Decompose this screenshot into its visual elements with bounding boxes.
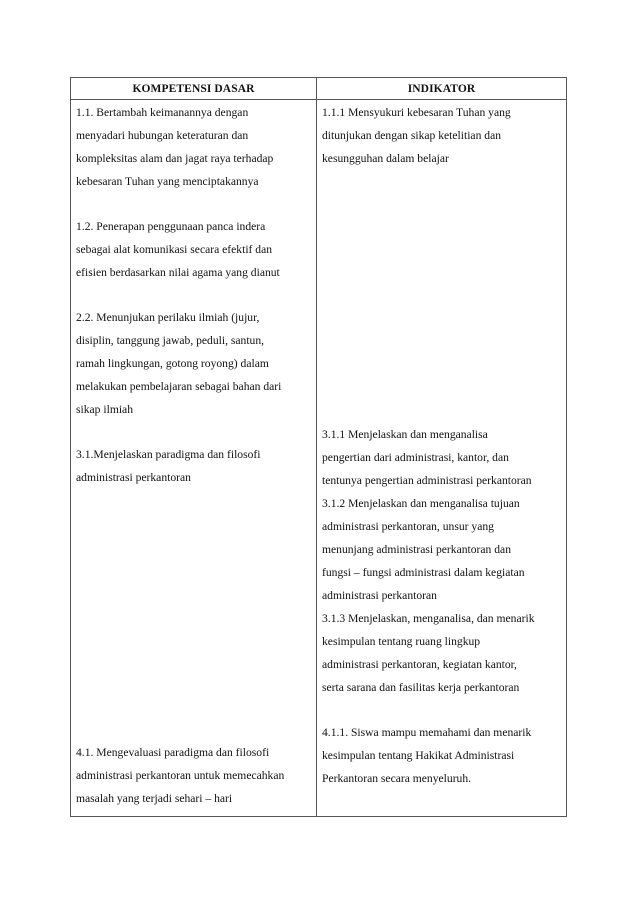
text-line: 3.1.Menjelaskan paradigma dan filosofi	[76, 448, 261, 461]
text-line: administrasi perkantoran, unsur yang	[322, 520, 494, 533]
kd-2-2	[76, 306, 312, 421]
text-line: kesimpulan tentang Hakikat Administrasi	[322, 749, 515, 762]
text-line: ditunjukan dengan sikap ketelitian dan	[322, 129, 502, 142]
text-line: kesimpulan tentang ruang lingkup	[322, 635, 481, 648]
text-line: melakukan pembelajaran sebagai bahan dari	[76, 380, 282, 393]
ind-3-1	[322, 423, 562, 699]
text-line: 3.1.3 Menjelaskan, menganalisa, dan menarik	[322, 612, 535, 625]
text-line: efisien berdasarkan nilai agama yang dianut	[76, 266, 280, 279]
text-line: menyadari hubungan keteraturan dan	[76, 129, 249, 142]
header-kompetensi-dasar: KOMPETENSI DASAR	[71, 78, 317, 100]
text-line: menunjang administrasi perkantoran dan	[322, 543, 511, 556]
kompetensi-cell	[71, 100, 317, 817]
text-line: Perkantoran secara menyeluruh.	[322, 772, 472, 785]
text-line: 1.1. Bertambah keimanannya dengan	[76, 106, 249, 119]
text-line: fungsi – fungsi administrasi dalam kegiatan	[322, 566, 525, 579]
text-line: masalah yang terjadi sehari – hari	[76, 792, 233, 805]
text-line: 1.2. Penerapan penggunaan panca indera	[76, 220, 266, 233]
indikator-cell	[317, 100, 567, 817]
text-line: kompleksitas alam dan jagat raya terhadap	[76, 152, 274, 165]
text-line: 2.2. Menunjukan perilaku ilmiah (jujur,	[76, 311, 260, 324]
text-line: 4.1. Mengevaluasi paradigma dan filosofi	[76, 746, 270, 759]
table-row	[71, 100, 567, 817]
kd-4-1	[76, 741, 312, 810]
ind-1-1-1	[322, 101, 562, 423]
text-line: administrasi perkantoran, kegiatan kantor,	[322, 658, 517, 671]
text-line: 3.1.1 Menjelaskan dan menganalisa	[322, 428, 488, 441]
text-line: serta sarana dan fasilitas kerja perkantoran	[322, 681, 520, 694]
competency-table	[70, 77, 567, 817]
text-line: sikap ilmiah	[76, 403, 133, 416]
text-line: ramah lingkungan, gotong royong) dalam	[76, 357, 269, 370]
text-line: administrasi perkantoran	[322, 589, 437, 602]
kd-3-1	[76, 443, 312, 719]
text-line: kebesaran Tuhan yang menciptakannya	[76, 175, 259, 188]
text-line: tentunya pengertian administrasi perkantoran	[322, 474, 532, 487]
text-line: administrasi perkantoran untuk memecahkan	[76, 769, 285, 782]
text-line: 1.1.1 Mensyukuri kebesaran Tuhan yang	[322, 106, 511, 119]
text-line: pengertian dari administrasi, kantor, dan	[322, 451, 509, 464]
text-line: disiplin, tanggung jawab, peduli, santun,	[76, 334, 265, 347]
header-indikator: INDIKATOR	[317, 78, 567, 100]
kd-1-2	[76, 215, 312, 284]
text-line: 4.1.1. Siswa mampu memahami dan menarik	[322, 726, 532, 739]
text-line: 3.1.2 Menjelaskan dan menganalisa tujuan	[322, 497, 520, 510]
table-header-row	[71, 78, 567, 100]
kd-1-1	[76, 101, 312, 193]
ind-4-1-1	[322, 721, 562, 790]
text-line: sebagai alat komunikasi secara efektif dan	[76, 243, 273, 256]
text-line: kesungguhan dalam belajar	[322, 152, 449, 165]
text-line: administrasi perkantoran	[76, 471, 191, 484]
